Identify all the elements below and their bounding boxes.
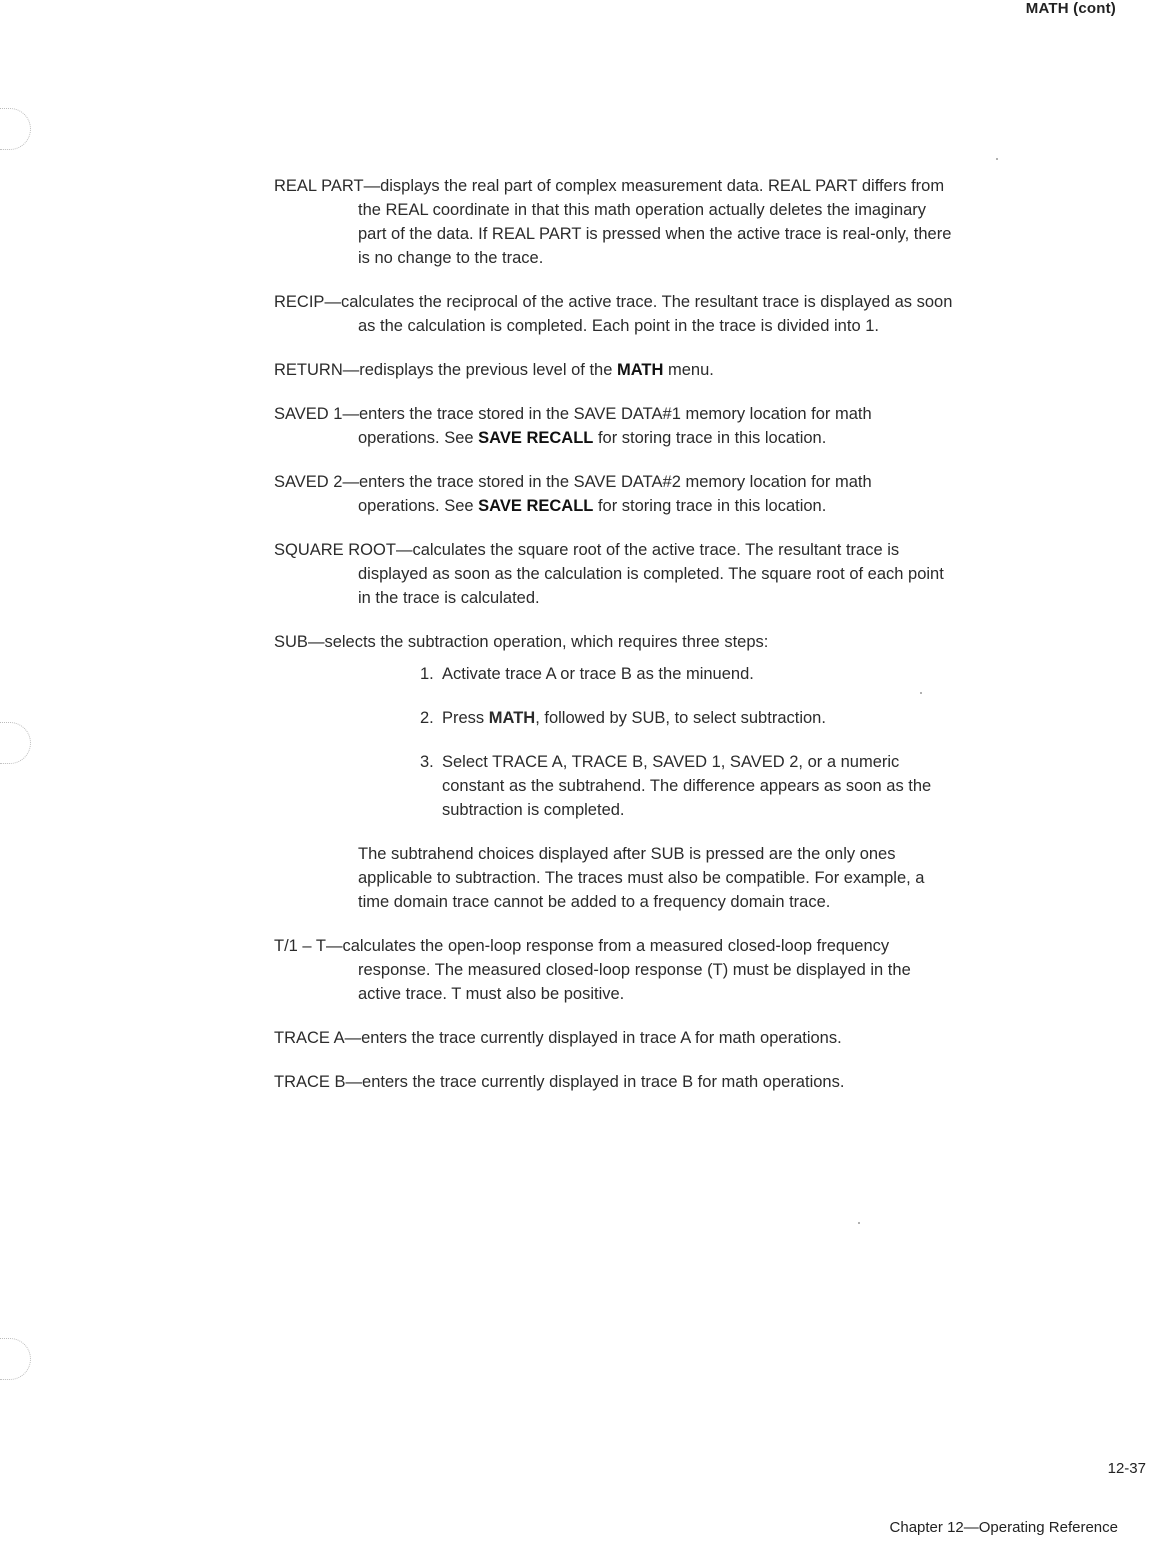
step-number: 1. bbox=[420, 665, 434, 683]
step-text: , followed by SUB, to select subtraction. bbox=[535, 709, 826, 727]
entry-term: TRACE B bbox=[274, 1073, 346, 1091]
entry-text: for storing trace in this location. bbox=[593, 429, 827, 447]
entry-text: menu. bbox=[663, 361, 714, 379]
scan-speck bbox=[996, 158, 998, 160]
entry-saved-1 bbox=[274, 402, 954, 450]
entry-text: —redisplays the previous level of the bbox=[342, 361, 617, 379]
key-name: SAVE RECALL bbox=[478, 497, 594, 515]
entry-square-root bbox=[274, 538, 954, 610]
key-name: MATH bbox=[616, 361, 664, 379]
sub-note: The subtrahend choices displayed after SUB is pressed are the only ones applicable to subtraction. The traces must also be compatible. For example, a time domain trace cannot be added to a frequency domain trace. bbox=[358, 845, 925, 911]
entry-term: TRACE A bbox=[274, 1029, 345, 1047]
entry-sub bbox=[274, 630, 954, 654]
page-number: 12-37 bbox=[1107, 1460, 1146, 1477]
entry-recip bbox=[274, 290, 954, 338]
entry-text: for storing trace in this location. bbox=[593, 497, 827, 515]
entry-saved-2 bbox=[274, 470, 954, 518]
entry-trace-b bbox=[274, 1070, 954, 1094]
step-number: 2. bbox=[420, 709, 434, 727]
chapter-footer: Chapter 12—Operating Reference bbox=[889, 1519, 1118, 1536]
entry-term: SUB bbox=[274, 633, 308, 651]
step-item bbox=[420, 750, 954, 822]
entry-term: SQUARE ROOT bbox=[274, 541, 396, 559]
entry-term: SAVED 2 bbox=[274, 473, 343, 491]
punch-hole-mark bbox=[0, 1338, 31, 1380]
entry-text: —calculates the square root of the active trace. The resultant trace is displayed as soon as the calculation is completed. The square root of each point in the trace is calculated. bbox=[358, 541, 944, 607]
entry-term: REAL PART bbox=[274, 177, 364, 195]
entry-term: SAVED 1 bbox=[274, 405, 343, 423]
step-text: Activate trace A or trace B as the minuend. bbox=[442, 665, 754, 683]
step-item bbox=[420, 662, 954, 686]
step-item bbox=[420, 706, 954, 730]
definitions-list bbox=[274, 174, 954, 1114]
step-number: 3. bbox=[420, 753, 434, 771]
step-text: Press bbox=[442, 709, 489, 727]
entry-text: —enters the trace stored in the SAVE DATA#2 memory location for math operations. See bbox=[342, 473, 872, 515]
entry-text: —selects the subtraction operation, which requires three steps: bbox=[307, 633, 769, 651]
punch-hole-mark bbox=[0, 108, 31, 150]
entry-text: —displays the real part of complex measurement data. REAL PART differs from the REAL coordinate in that this math operation actually deletes the imaginary part of the data. If REAL PART is pressed when the active trace is real-only, there is no change to the trace. bbox=[358, 177, 952, 267]
key-name: SAVE RECALL bbox=[478, 429, 594, 447]
entry-text: —enters the trace stored in the SAVE DATA#1 memory location for math operations. See bbox=[342, 405, 872, 447]
step-text: Select TRACE A, TRACE B, SAVED 1, SAVED 2, or a numeric constant as the subtrahend. The difference appears as soon as the subtraction is completed. bbox=[442, 753, 932, 819]
entry-text: —enters the trace currently displayed in trace B for math operations. bbox=[345, 1073, 845, 1091]
entry-text: —enters the trace currently displayed in trace A for math operations. bbox=[344, 1029, 842, 1047]
key-name: MATH bbox=[488, 709, 536, 727]
entry-term: RECIP bbox=[274, 293, 325, 311]
entry-return bbox=[274, 358, 954, 382]
entry-text: —calculates the reciprocal of the active trace. The resultant trace is displayed as soon as the calculation is completed. Each point in the trace is divided into 1. bbox=[324, 293, 953, 335]
entry-t-over-1-minus-t bbox=[274, 934, 954, 1006]
entry-term: T/1 – T bbox=[274, 937, 326, 955]
entry-real-part bbox=[274, 174, 954, 270]
entry-trace-a bbox=[274, 1026, 954, 1050]
entry-term: RETURN bbox=[274, 361, 343, 379]
punch-hole-mark bbox=[0, 722, 31, 764]
sub-steps-list bbox=[274, 662, 954, 822]
scan-speck bbox=[858, 1222, 860, 1224]
entry-text: —calculates the open-loop response from a measured closed-loop frequency response. The measured closed-loop response (T) must be displayed in the active trace. T must also be positive. bbox=[325, 937, 911, 1003]
running-head: MATH (cont) bbox=[1025, 0, 1116, 17]
